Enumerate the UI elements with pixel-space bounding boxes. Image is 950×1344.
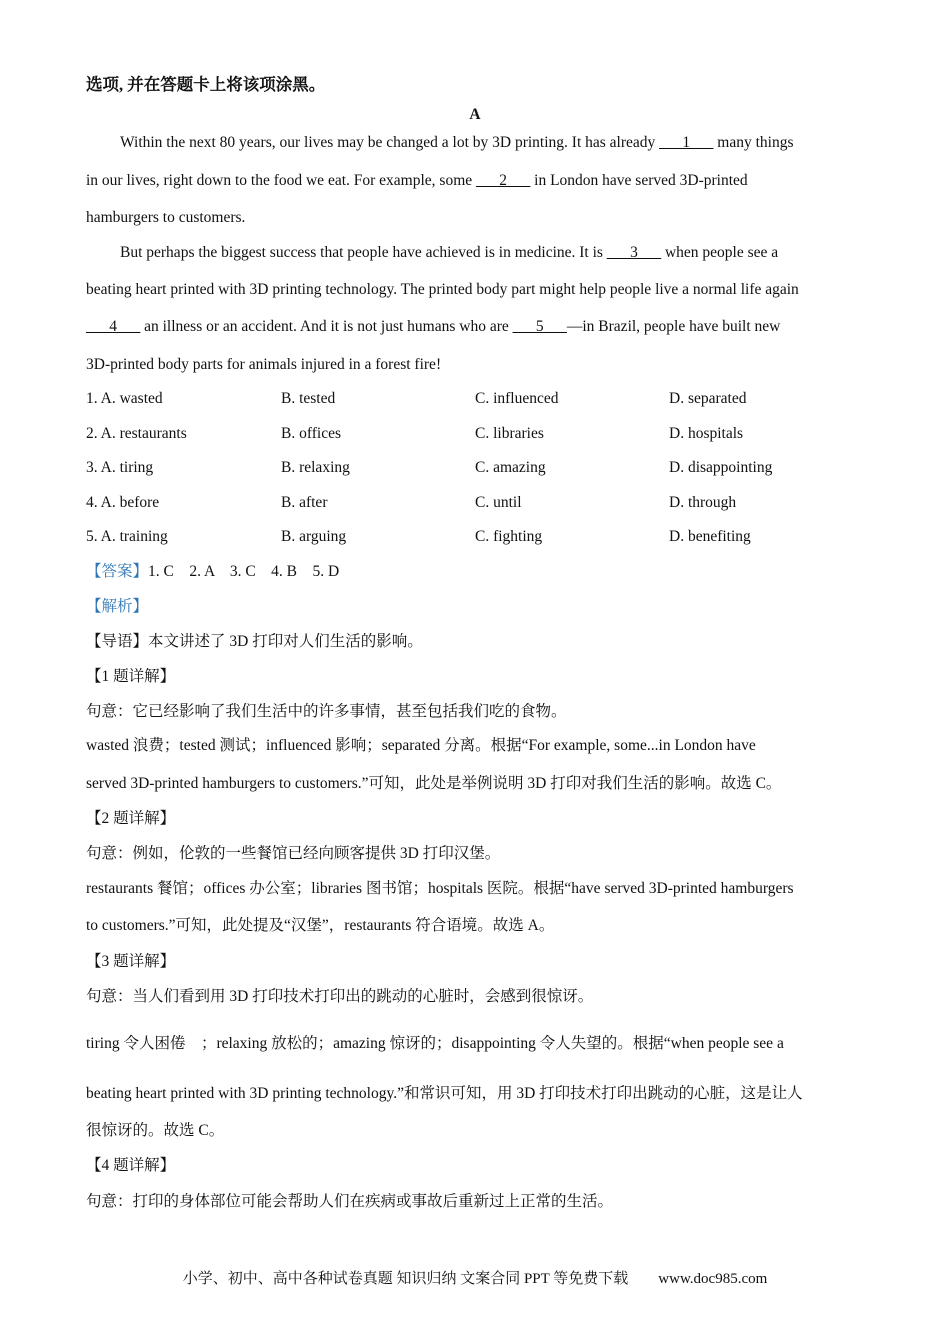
text: in our lives, right down to the food we eat. For example, some	[86, 172, 477, 189]
option: 4. A. before	[86, 494, 160, 511]
option: B. tested	[281, 390, 336, 407]
explanation-line: 句意：例如，伦敦的一些餐馆已经向顾客提供 3D 打印汉堡。	[86, 845, 501, 862]
passage-line: beating heart printed with 3D printing technology. The printed body part might help people live a normal life again	[86, 281, 799, 298]
option: 1. A. wasted	[86, 390, 163, 407]
passage-line	[86, 317, 780, 337]
option: C. libraries	[475, 425, 544, 442]
option: D. disappointing	[669, 459, 773, 476]
blank-4: ___4___	[86, 318, 141, 335]
explanation-line: served 3D-printed hamburgers to customers.”可知，此处是举例说明 3D 打印对我们生活的影响。故选 C。	[86, 775, 782, 792]
section-heading: 【2 题详解】	[86, 810, 176, 827]
option: D. separated	[669, 390, 747, 407]
explanation-line: restaurants 餐馆；offices 办公室；libraries 图书馆；hospitals 医院。根据“have served 3D-printed hamburgers	[86, 880, 794, 897]
passage-line	[86, 171, 748, 191]
explanation-line: beating heart printed with 3D printing technology.”和常识可知，用 3D 打印技术打印出跳动的心脏，这是让人	[86, 1085, 803, 1102]
text: Within the next 80 years, our lives may be changed a lot by 3D printing. It has already	[120, 134, 660, 151]
analysis-label: 【解析】	[86, 598, 149, 615]
option: B. offices	[281, 425, 341, 442]
option: C. fighting	[475, 528, 543, 545]
explanation-line: 很惊讶的。故选 C。	[86, 1122, 225, 1139]
text: an illness or an accident. And it is not just humans who are	[140, 318, 513, 335]
blank-1: ___1___	[659, 134, 714, 151]
answer-label: 【答案】	[86, 563, 149, 580]
option: C. until	[475, 494, 522, 511]
text: But perhaps the biggest success that people have achieved is in medicine. It is	[120, 244, 607, 261]
option: C. amazing	[475, 459, 546, 476]
option: 5. A. training	[86, 528, 168, 545]
explanation-line: tiring 令人困倦 ；relaxing 放松的；amazing 惊讶的；disappointing 令人失望的。根据“when people see a	[86, 1035, 784, 1052]
explanation-line: 句意：当人们看到用 3D 打印技术打印出的跳动的心脏时，会感到很惊讶。	[86, 988, 594, 1005]
text: when people see a	[661, 244, 779, 261]
option: B. after	[281, 494, 328, 511]
blank-2: ___2___	[476, 172, 531, 189]
option: D. through	[669, 494, 737, 511]
section-heading: 【导语】本文讲述了 3D 打印对人们生活的影响。	[86, 633, 423, 650]
section-heading: 【1 题详解】	[86, 668, 176, 685]
explanation-line: 句意：它已经影响了我们生活中的许多事情，甚至包括我们吃的食物。	[86, 703, 567, 720]
passage-line	[120, 243, 778, 263]
text: in London have served 3D-printed	[530, 172, 748, 189]
option: D. hospitals	[669, 425, 744, 442]
section-heading: 【3 题详解】	[86, 953, 176, 970]
option: B. arguing	[281, 528, 347, 545]
option: 3. A. tiring	[86, 459, 154, 476]
section-heading: 【4 题详解】	[86, 1157, 176, 1174]
option: 2. A. restaurants	[86, 425, 187, 442]
option: C. influenced	[475, 390, 559, 407]
passage-line: hamburgers to customers.	[86, 209, 246, 226]
text: —in Brazil, people have built new	[566, 318, 781, 335]
option: B. relaxing	[281, 459, 350, 476]
explanation-line: 句意：打印的身体部位可能会帮助人们在疾病或事故后重新过上正常的生活。	[86, 1193, 614, 1210]
section-title: A	[469, 106, 481, 123]
option: D. benefiting	[669, 528, 751, 545]
passage-line: 3D-printed body parts for animals injured in a forest fire!	[86, 356, 442, 373]
footer: 小学、初中、高中各种试卷真题 知识归纳 文案合同 PPT 等免费下载 www.doc985.com	[182, 1271, 768, 1287]
answer-text: 1. C 2. A 3. C 4. B 5. D	[148, 563, 340, 580]
blank-3: ___3___	[606, 244, 662, 261]
passage-line	[120, 133, 794, 153]
instruction: 选项, 并在答题卡上将该项涂黑。	[86, 75, 326, 94]
text: many things	[713, 134, 794, 151]
answer-line	[86, 562, 339, 582]
explanation-line: to customers.”可知，此处提及“汉堡”，restaurants 符合语境。故选 A。	[86, 917, 555, 934]
explanation-line: wasted 浪费；tested 测试；influenced 影响；separated 分离。根据“For example, some...in London have	[86, 737, 756, 754]
blank-5: ___5___	[512, 318, 567, 335]
